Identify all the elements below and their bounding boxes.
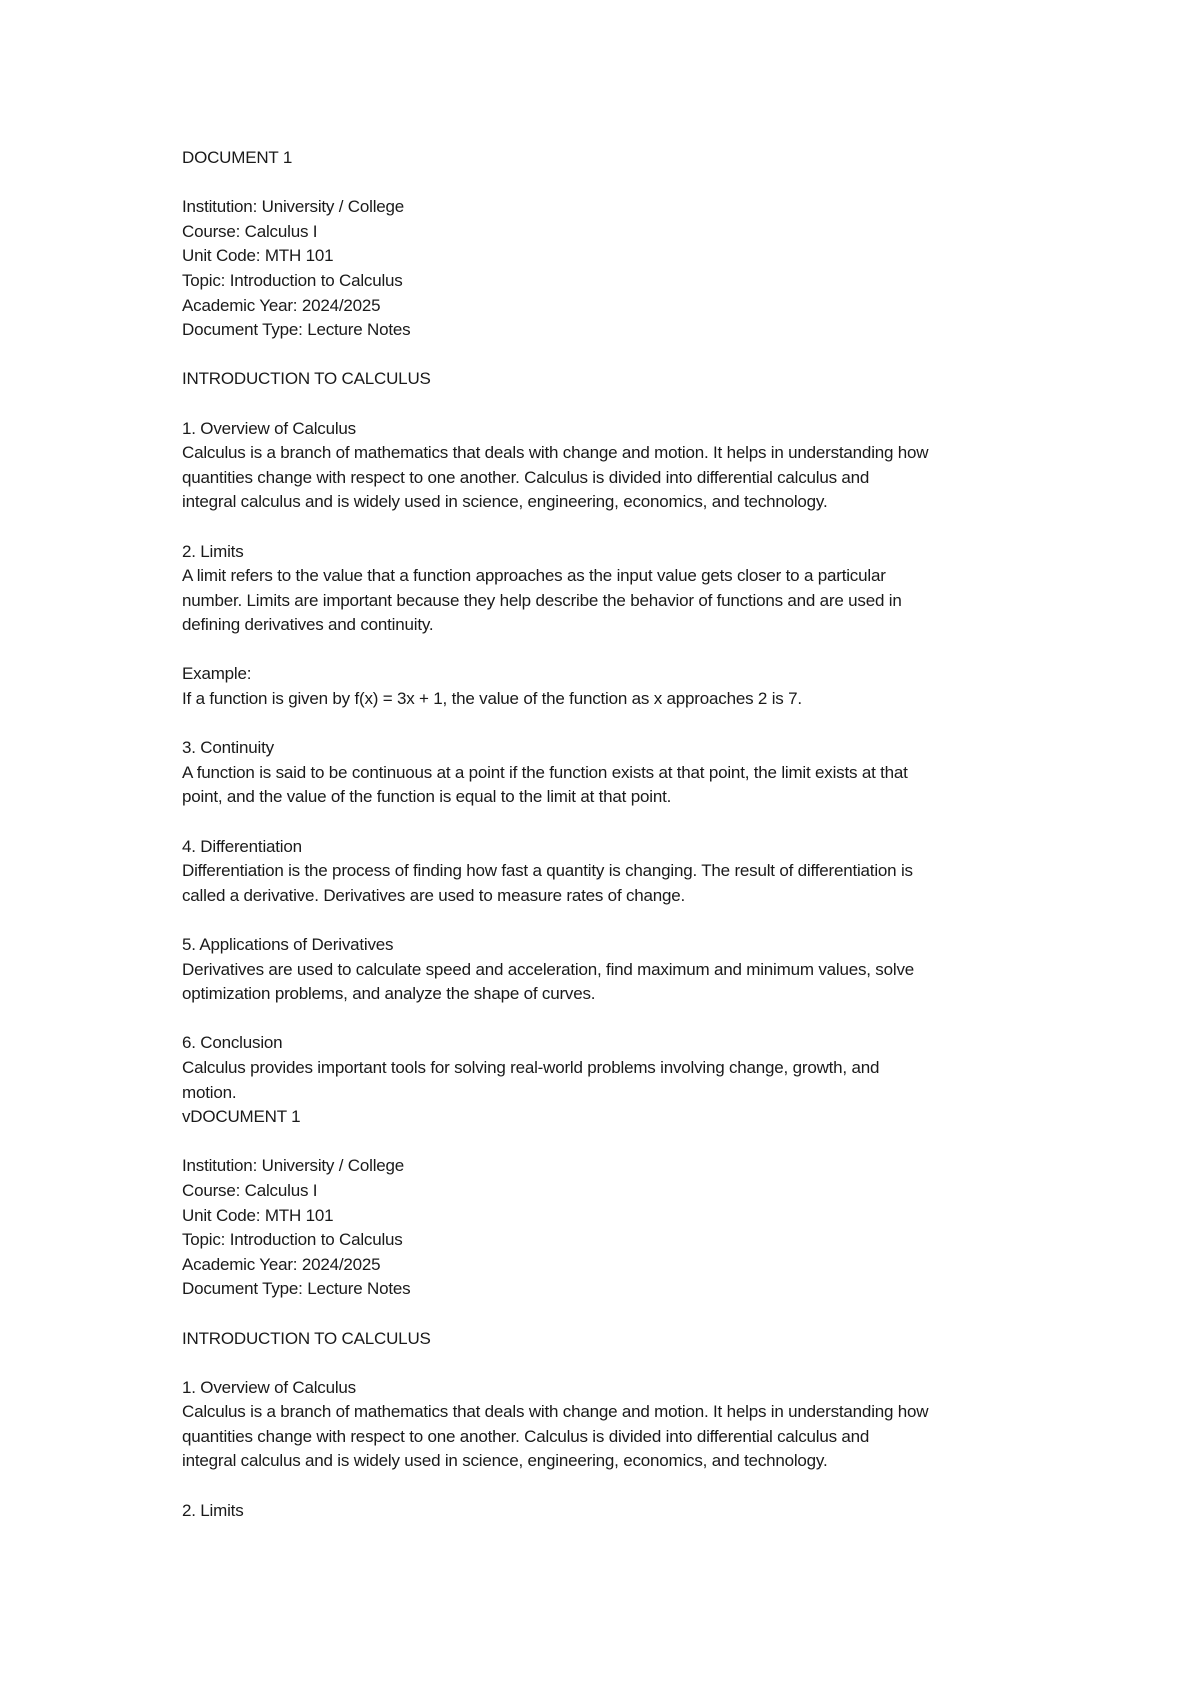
paragraph-line: integral calculus and is widely used in science, engineering, economics, and technology.: [182, 1451, 828, 1471]
section-heading: 2. Limits: [182, 541, 244, 561]
metadata-block: [182, 1154, 1062, 1302]
blank-line: [182, 908, 1062, 933]
section-heading: 3. Continuity: [182, 738, 274, 758]
meta-academic-year: Academic Year: 2024/2025: [182, 1254, 381, 1274]
section-limits: [182, 1499, 1062, 1524]
paragraph-line: quantities change with respect to one another. Calculus is divided into differential calculus and: [182, 1426, 870, 1446]
blank-line: [182, 1302, 1062, 1327]
paragraph-line: Calculus is a branch of mathematics that deals with change and motion. It helps in understanding how: [182, 443, 929, 463]
section-limits: [182, 540, 1062, 638]
metadata-block: [182, 195, 1062, 343]
meta-course: Course: Calculus I: [182, 221, 318, 241]
blank-line: [182, 1007, 1062, 1032]
meta-document-type: Document Type: Lecture Notes: [182, 320, 411, 340]
example-text: If a function is given by f(x) = 3x + 1, the value of the function as x approaches 2 is 7.: [182, 689, 802, 709]
section-heading: 6. Conclusion: [182, 1033, 283, 1053]
meta-unit-code: Unit Code: MTH 101: [182, 1205, 334, 1225]
section-heading: 5. Applications of Derivatives: [182, 935, 394, 954]
meta-unit-code: Unit Code: MTH 101: [182, 246, 334, 266]
document-body: [182, 146, 1062, 1523]
meta-course: Course: Calculus I: [182, 1180, 318, 1200]
section-heading: 1. Overview of Calculus: [182, 1377, 356, 1397]
section-continuity: [182, 736, 1062, 810]
blank-line: [182, 515, 1062, 540]
paragraph-line: number. Limits are important because they help describe the behavior of functions and are used in: [182, 590, 902, 610]
paragraph-line: Calculus provides important tools for solving real-world problems involving change, growth, and: [182, 1057, 880, 1077]
paragraph-line: integral calculus and is widely used in science, engineering, economics, and technology.: [182, 492, 828, 512]
section-overview: [182, 417, 1062, 515]
meta-topic: Topic: Introduction to Calculus: [182, 1230, 403, 1250]
blank-line: [182, 1130, 1062, 1155]
section-heading: 4. Differentiation: [182, 836, 302, 856]
paragraph-line: Differentiation is the process of finding how fast a quantity is changing. The result of differentiation is: [182, 861, 913, 881]
blank-line: [182, 171, 1062, 196]
section-overview: [182, 1376, 1062, 1474]
example-label: Example:: [182, 664, 252, 684]
paragraph-line: A function is said to be continuous at a point if the function exists at that point, the limit exists at that: [182, 762, 908, 782]
paragraph-line: quantities change with respect to one another. Calculus is divided into differential calculus and: [182, 467, 870, 487]
document-label: vDOCUMENT 1: [182, 1107, 301, 1127]
paragraph-line: optimization problems, and analyze the shape of curves.: [182, 984, 596, 1004]
section-heading: 2. Limits: [182, 1500, 244, 1520]
section-applications: [182, 933, 1062, 1007]
blank-line: [182, 1474, 1062, 1499]
section-conclusion: [182, 1031, 1062, 1105]
blank-line: [182, 392, 1062, 417]
paragraph-line: A limit refers to the value that a function approaches as the input value gets closer to a particular: [182, 566, 886, 586]
meta-document-type: Document Type: Lecture Notes: [182, 1279, 411, 1299]
paragraph-line: point, and the value of the function is equal to the limit at that point.: [182, 787, 672, 807]
blank-line: [182, 638, 1062, 663]
section-differentiation: [182, 835, 1062, 909]
section-heading: 1. Overview of Calculus: [182, 418, 356, 438]
meta-institution: Institution: University / College: [182, 197, 405, 217]
example-block: [182, 662, 1062, 711]
paragraph-line: motion.: [182, 1082, 237, 1102]
paragraph-line: Calculus is a branch of mathematics that deals with change and motion. It helps in understanding how: [182, 1402, 929, 1422]
paragraph-line: called a derivative. Derivatives are used to measure rates of change.: [182, 885, 686, 905]
document-label: DOCUMENT 1: [182, 148, 293, 167]
meta-academic-year: Academic Year: 2024/2025: [182, 295, 381, 315]
paragraph-line: defining derivatives and continuity.: [182, 615, 434, 635]
paragraph-line: Derivatives are used to calculate speed and acceleration, find maximum and minimum values, solve: [182, 959, 914, 979]
main-title: INTRODUCTION TO CALCULUS: [182, 369, 431, 389]
blank-line: [182, 1351, 1062, 1376]
blank-line: [182, 712, 1062, 737]
main-title: INTRODUCTION TO CALCULUS: [182, 1328, 431, 1348]
meta-institution: Institution: University / College: [182, 1156, 405, 1176]
meta-topic: Topic: Introduction to Calculus: [182, 270, 403, 290]
blank-line: [182, 343, 1062, 368]
blank-line: [182, 810, 1062, 835]
